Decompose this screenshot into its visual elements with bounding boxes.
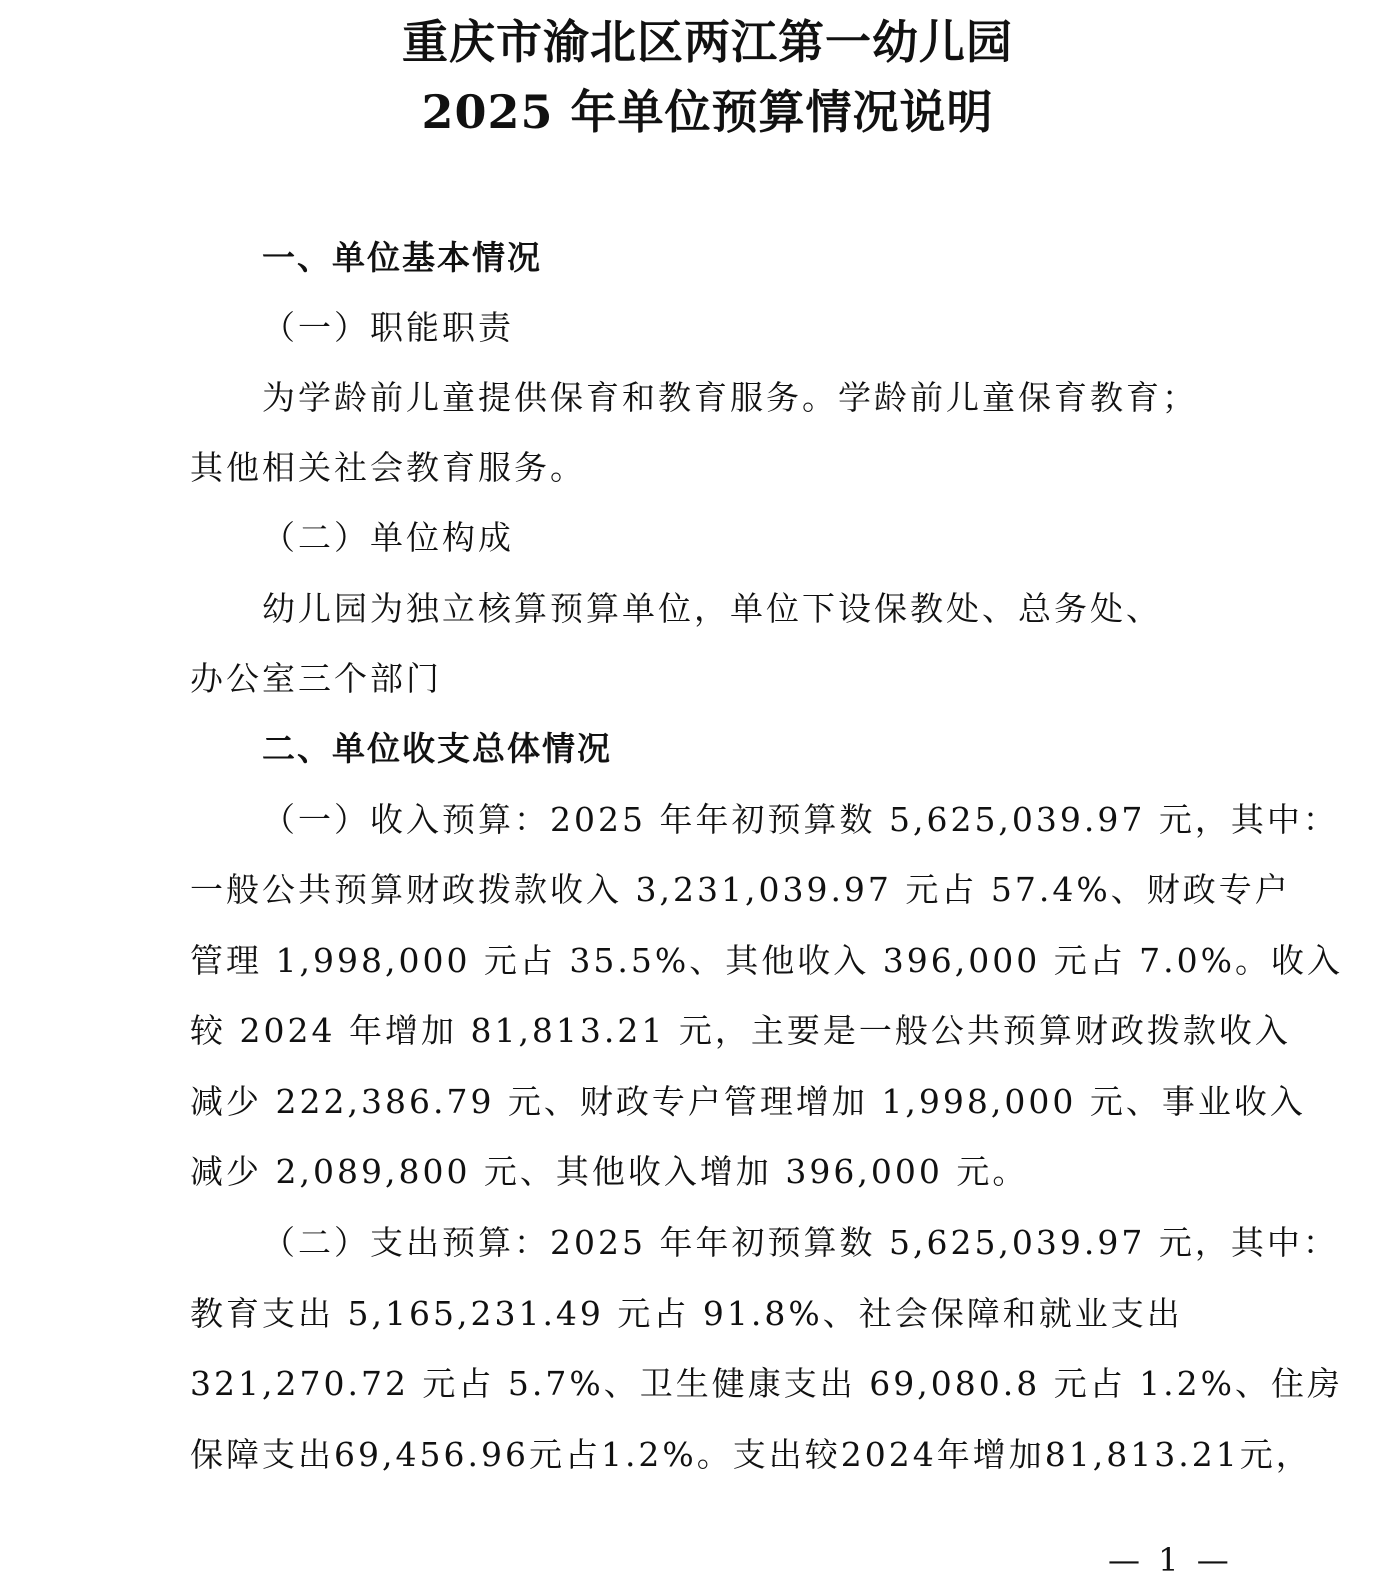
- paragraph-line: 为学龄前儿童提供保育和教育服务。学龄前儿童保育教育；: [262, 378, 1198, 417]
- paragraph-line: 一般公共预算财政拨款收入 3,231,039.97 元占 57.4%、财政专户: [190, 870, 1291, 909]
- paragraph-line-expenditure: （二）支出预算：2025 年年初预算数 5,625,039.97 元，其中：: [262, 1223, 1339, 1262]
- paragraph-line: 保障支出69,456.96元占1.2%。支出较2024年增加81,813.21元，: [190, 1435, 1312, 1474]
- paragraph-line-income: （一）收入预算：2025 年年初预算数 5,625,039.97 元，其中：: [262, 800, 1339, 839]
- paragraph-line: 教育支出 5,165,231.49 元占 91.8%、社会保障和就业支出: [190, 1294, 1183, 1333]
- paragraph-line: 减少 222,386.79 元、财政专户管理增加 1,998,000 元、事业收入: [190, 1082, 1306, 1121]
- paragraph-line: 管理 1,998,000 元占 35.5%、其他收入 396,000 元占 7.0%。收入: [190, 941, 1344, 980]
- subsection-heading-structure: （二）单位构成: [262, 518, 514, 557]
- paragraph-line: 办公室三个部门: [190, 659, 442, 698]
- paragraph-line: 较 2024 年增加 81,813.21 元，主要是一般公共预算财政拨款收入: [190, 1011, 1291, 1050]
- section-heading-basic-info: 一、单位基本情况: [262, 238, 542, 277]
- paragraph-line: 321,270.72 元占 5.7%、卫生健康支出 69,080.8 元占 1.2%、住房: [190, 1364, 1344, 1403]
- page-number: — 1 —: [1108, 1541, 1233, 1579]
- subsection-heading-duties: （一）职能职责: [262, 308, 514, 347]
- section-heading-budget-overview: 二、单位收支总体情况: [262, 729, 612, 768]
- document-title-line1: 重庆市渝北区两江第一幼儿园: [402, 15, 1013, 69]
- paragraph-line: 幼儿园为独立核算预算单位，单位下设保教处、总务处、: [262, 589, 1162, 628]
- paragraph-line: 减少 2,089,800 元、其他收入增加 396,000 元。: [190, 1152, 1029, 1191]
- document-title-line2: 2025 年单位预算情况说明: [421, 85, 994, 139]
- paragraph-line: 其他相关社会教育服务。: [190, 448, 586, 487]
